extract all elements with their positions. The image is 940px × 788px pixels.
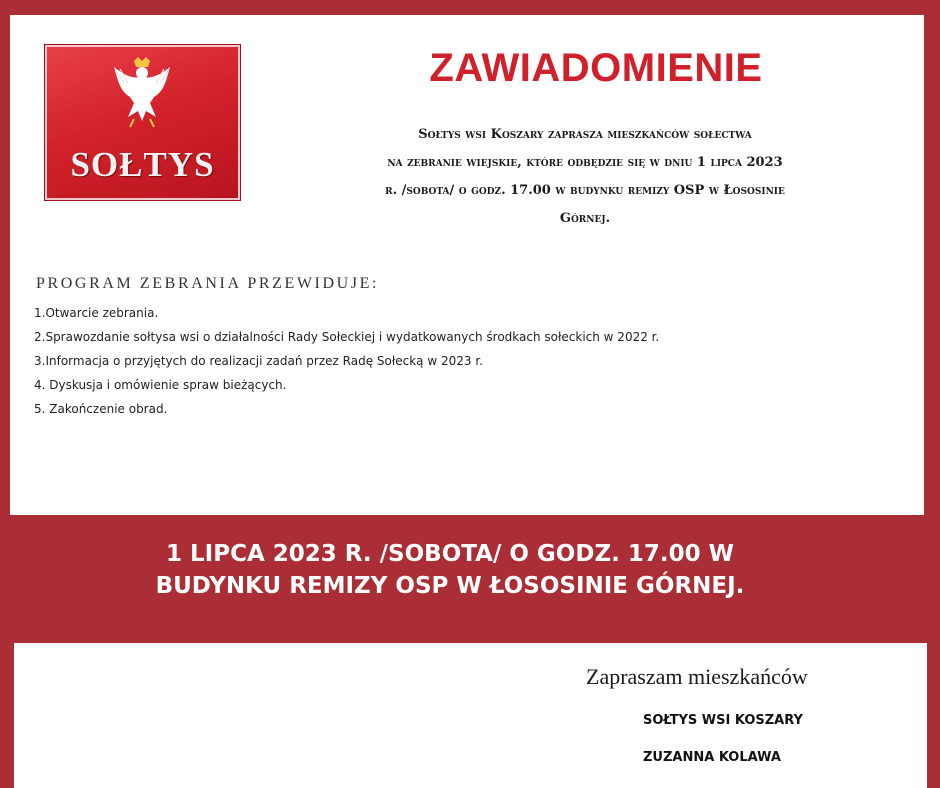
logo-text: SOŁTYS (70, 145, 215, 184)
program-heading: PROGRAM ZEBRANIA PRZEWIDUJE: (36, 275, 380, 292)
soltys-logo (44, 44, 241, 201)
intro-line: na zebranie wiejskie, które odbędzie się w dniu 1 lipca 2023 (387, 155, 783, 170)
signature-role: SOŁTYS WSI KOSZARY (643, 713, 803, 728)
date-banner (0, 538, 900, 602)
list-item: 1.Otwarcie zebrania. (34, 306, 159, 320)
program-list (34, 303, 659, 423)
banner-line: 1 LIPCA 2023 R. /SOBOTA/ O GODZ. 17.00 W (165, 541, 734, 567)
intro-line: Sołtys wsi Koszary zaprasza mieszkańców sołectwa (418, 127, 752, 142)
list-item: 4. Dyskusja i omówienie spraw bieżących. (34, 378, 287, 392)
signature-name: ZUZANNA KOLAWA (643, 750, 781, 765)
intro-text (342, 121, 828, 233)
list-item: 5. Zakończenie obrad. (34, 402, 168, 416)
invite-text: Zapraszam mieszkańców (586, 664, 808, 689)
intro-line: Górnej. (559, 211, 611, 226)
page-title: ZAWIADOMIENIE (429, 46, 763, 90)
list-item: 3.Informacja o przyjętych do realizacji zadań przez Radę Sołecką w 2023 r. (34, 354, 483, 368)
list-item: 2.Sprawozdanie sołtysa wsi o działalności Rady Sołeckiej i wydatkowanych środkach sołeckich w 2022 r. (34, 330, 660, 344)
banner-line: BUDYNKU REMIZY OSP W ŁOSOSINIE GÓRNEJ. (155, 573, 745, 599)
intro-line: r. /sobota/ o godz. 17.00 w budynku remizy OSP w Łososinie (385, 183, 785, 198)
white-eagle-icon (110, 57, 174, 129)
